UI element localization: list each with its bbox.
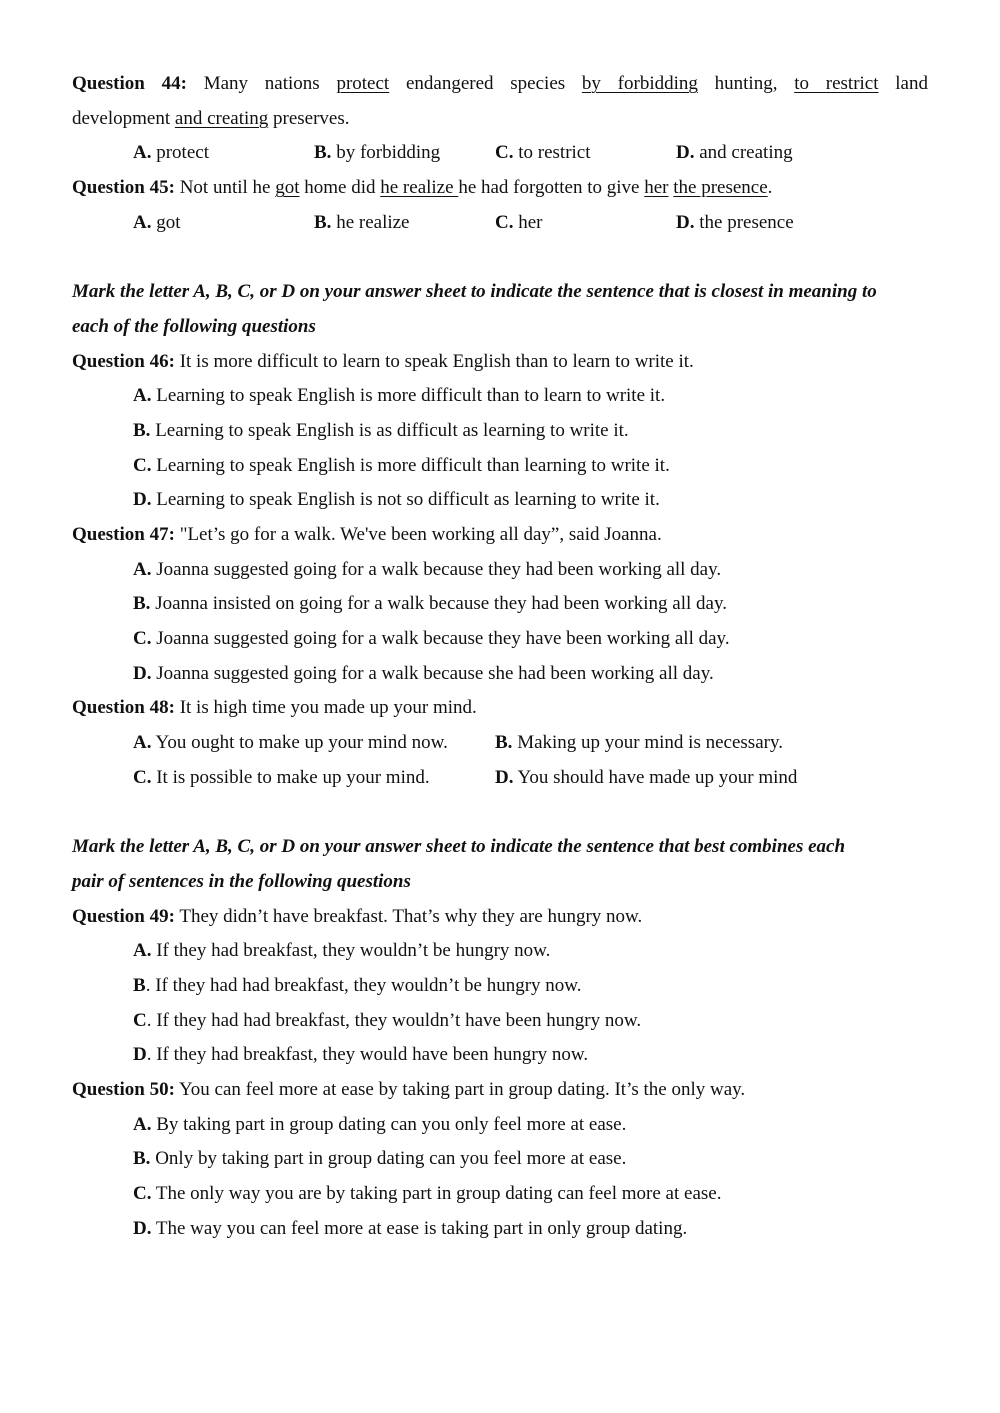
question-text: They didn’t have breakfast. That’s why they are hungry now. [174, 905, 643, 927]
option-text: The only way you are by taking part in group dating can feel more at ease. [151, 1183, 722, 1204]
q44-underline-c: to restrict [794, 73, 879, 94]
instruction-combine-sentences-cont: pair of sentences in the following questions [72, 870, 411, 892]
option-text: You ought to make up your mind now. [151, 732, 448, 754]
question-text: It is more difficult to learn to speak English than to learn to write it. [174, 350, 694, 372]
option-text: to restrict [513, 142, 591, 164]
option-letter: B. [133, 1148, 151, 1170]
option-letter: C. [133, 628, 152, 649]
option-d[interactable] [72, 1212, 928, 1247]
option-letter: A. [133, 558, 152, 580]
option-text: Learning to speak English is more difficult than to learn to write it. [151, 385, 666, 407]
option-a[interactable] [72, 379, 928, 414]
option-text: Joanna insisted on going for a walk because they had been working all day. [150, 593, 727, 615]
option-letter: B. [314, 211, 332, 233]
q44-text: endangered species [389, 73, 582, 94]
option-letter: C. [133, 454, 152, 476]
option-a[interactable] [72, 1108, 928, 1143]
question-46-stem [72, 345, 928, 380]
option-text: It is possible to make up your mind. [151, 766, 430, 788]
option-text: Learning to speak English is not so difficult as learning to write it. [151, 489, 660, 511]
question-44-stem [72, 67, 928, 102]
option-letter: C. [495, 211, 514, 233]
option-b[interactable] [72, 414, 928, 449]
instruction-closest-meaning-cont: each of the following questions [72, 315, 316, 337]
question-48-options-row2 [72, 761, 928, 796]
q44-underline-b: by forbidding [581, 73, 698, 94]
q45-text: Not until he [174, 177, 276, 199]
option-text: protect [151, 142, 209, 164]
q45-text: he had forgotten to give [458, 177, 645, 199]
question-48-stem [72, 691, 928, 726]
option-text: The way you can feel more at ease is taking part in only group dating. [151, 1217, 688, 1239]
option-letter: B [133, 974, 146, 996]
option-d[interactable] [676, 206, 857, 241]
option-b[interactable] [314, 206, 495, 241]
q45-underline-a: got [275, 177, 300, 199]
q44-text: preserves. [268, 107, 350, 129]
option-a[interactable] [133, 136, 314, 171]
option-letter: A. [133, 142, 152, 164]
question-44-stem-cont [72, 102, 928, 137]
option-letter: A. [133, 211, 152, 233]
option-b[interactable] [314, 136, 495, 171]
option-letter: C. [133, 1183, 152, 1204]
question-48-options-row1 [72, 726, 928, 761]
option-letter: D. [133, 662, 152, 684]
option-a[interactable] [133, 206, 314, 241]
option-text: You should have made up your mind [513, 766, 798, 788]
option-letter: D. [676, 211, 695, 233]
option-d[interactable] [72, 483, 928, 518]
option-letter: D [133, 1044, 147, 1066]
option-text: got [151, 211, 181, 233]
option-text: Learning to speak English is more difficult than learning to write it. [151, 454, 670, 476]
option-letter: A. [133, 385, 152, 407]
option-letter: C. [133, 766, 152, 788]
option-a[interactable] [72, 553, 928, 588]
option-text: Learning to speak English is as difficult as learning to write it. [150, 419, 629, 441]
option-text: Only by taking part in group dating can you feel more at ease. [150, 1148, 627, 1170]
option-letter: A. [133, 732, 152, 754]
option-text: Joanna suggested going for a walk because they had been working all day. [151, 558, 722, 580]
option-c[interactable] [72, 1004, 928, 1039]
option-text: by forbidding [331, 142, 441, 164]
q44-text: Many nations [203, 73, 337, 94]
option-text: her [513, 211, 543, 233]
q44-underline-d: and creating [174, 107, 269, 129]
option-text: . If they had had breakfast, they wouldn’t have been hungry now. [146, 1009, 642, 1031]
question-44-options [72, 136, 928, 171]
option-text: . If they had breakfast, they would have been hungry now. [146, 1044, 589, 1066]
option-text: and creating [694, 142, 793, 164]
option-letter: D. [676, 142, 695, 164]
option-letter: A. [133, 1113, 152, 1135]
question-text: "Let’s go for a walk. We've been working all day”, said Joanna. [174, 523, 662, 545]
spacer [72, 795, 928, 830]
question-47-label: Question 47: [72, 523, 175, 545]
option-d[interactable] [72, 657, 928, 692]
q45-text: home did [299, 177, 381, 199]
worksheet-content [72, 67, 928, 1246]
option-letter: D. [495, 766, 514, 788]
instruction-closest-meaning: Mark the letter A, B, C, or D on your answer sheet to indicate the sentence that is closest in meaning to [72, 281, 877, 303]
option-letter: B. [133, 593, 151, 615]
question-48-label: Question 48: [72, 697, 175, 719]
instruction-combine-sentences: Mark the letter A, B, C, or D on your answer sheet to indicate the sentence that best combines each [72, 836, 846, 858]
question-45-label: Question 45: [72, 177, 175, 199]
option-letter: D. [133, 489, 152, 511]
question-50-label: Question 50: [72, 1078, 175, 1100]
option-d[interactable] [495, 761, 797, 796]
option-a[interactable] [133, 726, 495, 761]
option-text: he realize [331, 211, 410, 233]
option-text: By taking part in group dating can you only feel more at ease. [151, 1113, 627, 1135]
question-46-label: Question 46: [72, 350, 175, 372]
option-c[interactable] [495, 206, 676, 241]
q45-text: . [767, 177, 773, 199]
question-47-stem [72, 518, 928, 553]
option-c[interactable] [72, 1177, 928, 1212]
question-49-label: Question 49: [72, 905, 175, 927]
q44-text: land [878, 73, 928, 94]
option-b[interactable] [72, 969, 928, 1004]
option-text: Making up your mind is necessary. [512, 732, 783, 754]
option-c[interactable] [133, 761, 495, 796]
option-letter: B. [314, 142, 332, 164]
q44-text: development [72, 107, 175, 129]
question-45-options [72, 206, 928, 241]
option-text: Joanna suggested going for a walk because they have been working all day. [151, 628, 730, 649]
option-text: Joanna suggested going for a walk because she had been working all day. [151, 662, 714, 684]
option-text: the presence [694, 211, 794, 233]
question-44-label: Question 44: [72, 73, 187, 94]
option-text: If they had breakfast, they wouldn’t be hungry now. [151, 940, 551, 962]
option-letter: C. [495, 142, 514, 164]
option-a[interactable] [72, 934, 928, 969]
question-text: It is high time you made up your mind. [174, 697, 477, 719]
spacer [72, 240, 928, 275]
option-letter: B. [495, 732, 513, 754]
option-c[interactable] [72, 449, 928, 484]
option-b[interactable] [72, 587, 928, 622]
q45-underline-b: he realize [380, 177, 459, 199]
option-text: . If they had had breakfast, they wouldn’t be hungry now. [145, 974, 582, 996]
q45-underline-d: the presence [673, 177, 768, 199]
q44-underline-a: protect [336, 73, 390, 94]
option-b[interactable] [495, 726, 783, 761]
option-d[interactable] [72, 1038, 928, 1073]
option-b[interactable] [72, 1142, 928, 1177]
option-c[interactable] [72, 622, 928, 657]
q44-text: hunting, [697, 73, 795, 94]
question-50-stem [72, 1073, 928, 1108]
question-49-stem [72, 900, 928, 935]
option-c[interactable] [495, 136, 676, 171]
q45-underline-c: her [644, 177, 669, 199]
option-letter: C [133, 1009, 147, 1031]
option-letter: D. [133, 1217, 152, 1239]
option-d[interactable] [676, 136, 857, 171]
option-letter: B. [133, 419, 151, 441]
question-text: You can feel more at ease by taking part in group dating. It’s the only way. [174, 1078, 746, 1100]
option-letter: A. [133, 940, 152, 962]
question-45-stem [72, 171, 928, 206]
